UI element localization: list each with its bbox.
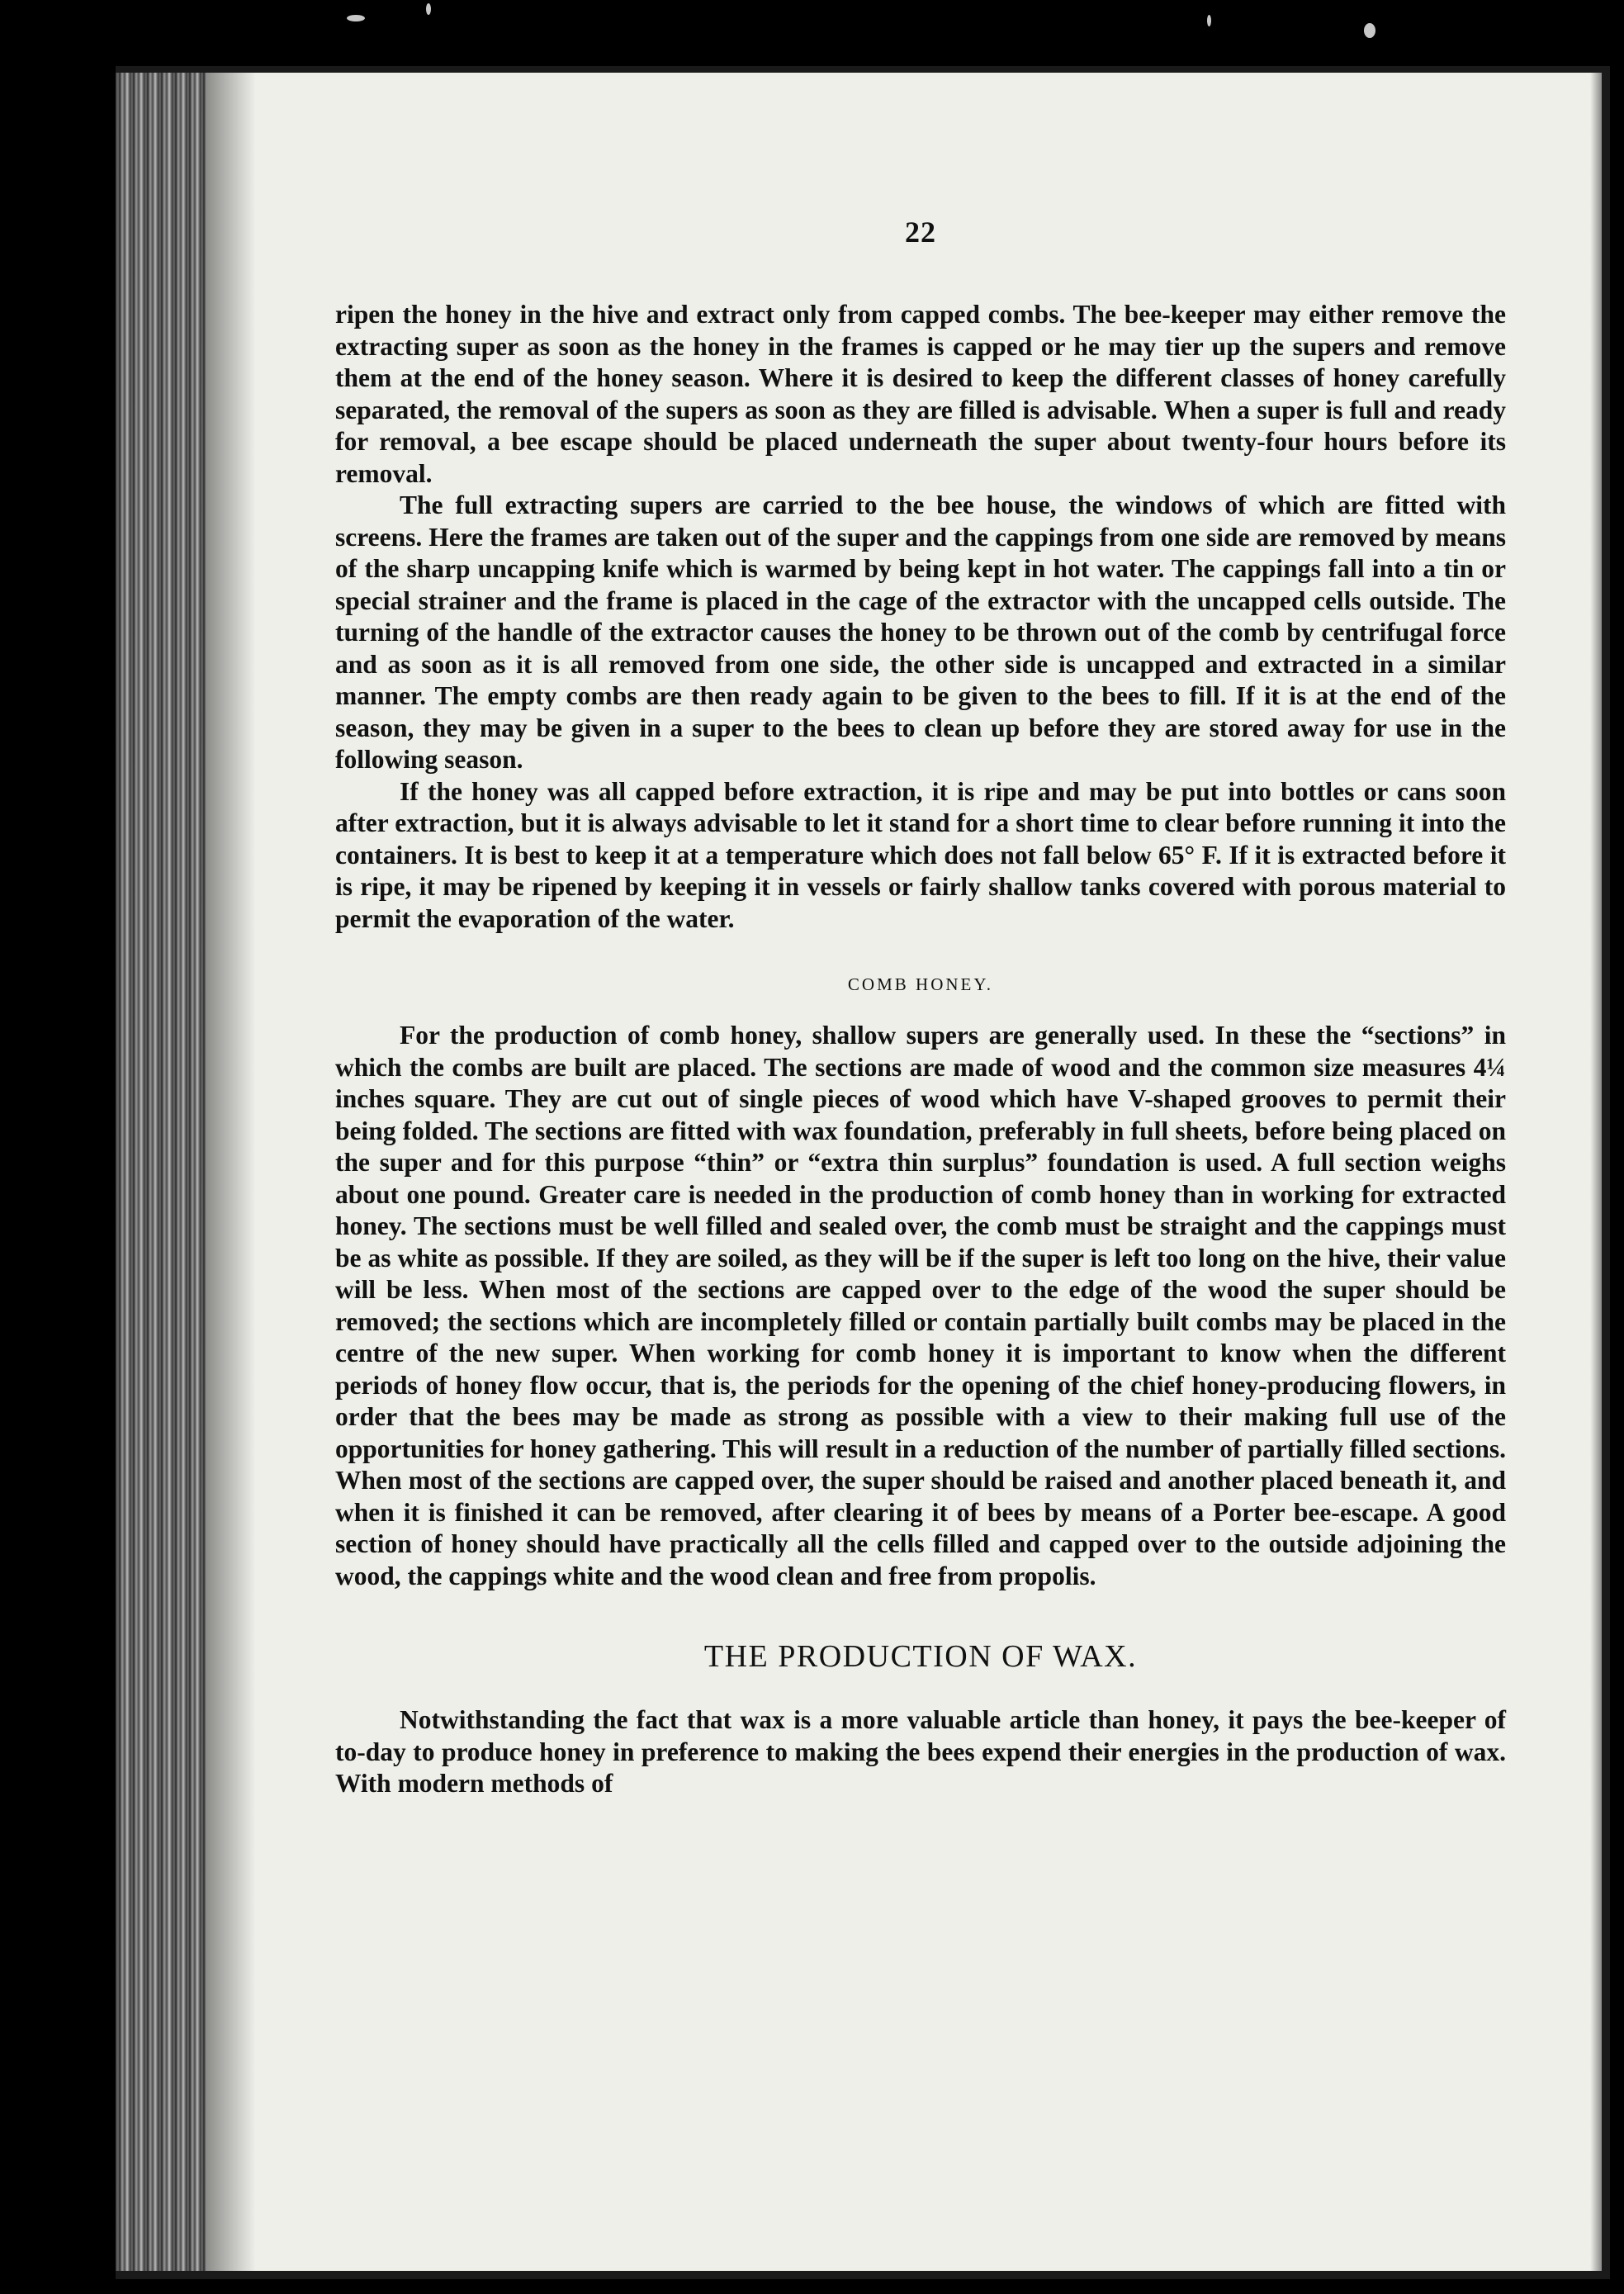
heading-production-of-wax: THE PRODUCTION OF WAX. — [703, 1639, 1138, 1674]
book-binding-edge — [116, 73, 206, 2271]
scan-speck — [347, 15, 365, 21]
page-number: 22 — [905, 216, 936, 249]
scan-top-margin — [0, 0, 1624, 50]
heading-comb-honey: COMB HONEY. — [847, 974, 994, 994]
scan-speck — [1364, 23, 1375, 38]
page-right-edge — [1590, 73, 1602, 2271]
paragraph-wax: Notwithstanding the fact that wax is a more valuable article than honey, it pays the bee-keeper of to-day to produce honey in preference to making the bees expend their energies in the production of wax. With modern methods of — [335, 1705, 1506, 1798]
page-content — [335, 149, 1506, 1800]
paragraph-extraction-2: The full extracting supers are carried to the bee house, the windows of which are fitted with screens. Here the frames are taken out of the super and the cappings from one side are removed by means of the sharp uncapping knife which is warmed by being kept in hot water. The cappings fall into a tin or special strainer and the frame is placed in the cage of the extractor with the uncapped cells outside. The turning of the handle of the extractor causes the honey to be thrown out of the comb by centrifugal force and as soon as it is all removed from one side, the other side is uncapped and extracted in a similar manner. The empty combs are then ready again to be given to the bees to fill. If it is at the end of the season, they may be given in a super to the bees to clean up before they are stored away for use in the following season. — [335, 491, 1506, 774]
binding-gutter-shadow — [206, 73, 256, 2271]
scan-speck — [426, 3, 431, 15]
scanned-page — [116, 73, 1602, 2271]
paragraph-comb-honey: For the production of comb honey, shallow supers are generally used. In these the “sections” in which the combs are built are placed. The sections are made of wood and the common size measures 4¼ inches square. They are cut out of single pieces of wood which have V-shaped grooves to permit their being folded. The sections are fitted with wax foundation, preferably in full sheets, before being placed on the super and for this purpose “thin” or “extra thin surplus” foundation is used. A full section weighs about one pound. Greater care is needed in the production of comb honey than in working for extracted honey. The sections must be well filled and sealed over, the comb must be straight and the cappings must be as white as possible. If they are soiled, as they will be if the super is left too long on the hive, their value will be less. When most of the sections are capped over to the edge of the wood the super should be removed; the sections which are incompletely filled or contain partially built combs may be placed in the centre of the new super. When working for comb honey it is important to know when the different periods of honey flow occur, that is, the periods for the opening of the chief honey-producing flowers, in order that the bees may be made as strong as possible with a view to their making full use of the opportunities for honey gathering. This will result in a reduction of the number of partially filled sections. When most of the sections are capped over, the super should be raised and another placed beneath it, and when it is finished it can be removed, after clearing it of bees by means of a Porter bee-escape. A good section of honey should have practically all the cells filled and capped over to the outside adjoining the wood, the cappings white and the wood clean and free from propolis. — [335, 1021, 1506, 1590]
paragraph-extraction-3: If the honey was all capped before extraction, it is ripe and may be put into bottles or cans soon after extraction, but it is always advisable to let it stand for a short time to clear before running it into the containers. It is best to keep it at a temperature which does not fall below 65° F. If it is extracted before it is ripe, it may be ripened by keeping it in vessels or fairly shallow tanks covered with porous material to permit the evaporation of the water. — [335, 776, 1506, 933]
scan-speck — [1207, 15, 1211, 26]
paragraph-extraction-1: ripen the honey in the hive and extract only from capped combs. The bee-keeper may either remove the extracting super as soon as the honey in the frames is capped or he may tier up the supers and remove them at the end of the honey season. Where it is desired to keep the different classes of honey carefully separated, the removal of the supers as soon as they are filled is advisable. When a super is full and ready for removal, a bee escape should be placed underneath the super about twenty-four hours before its removal. — [335, 300, 1506, 488]
